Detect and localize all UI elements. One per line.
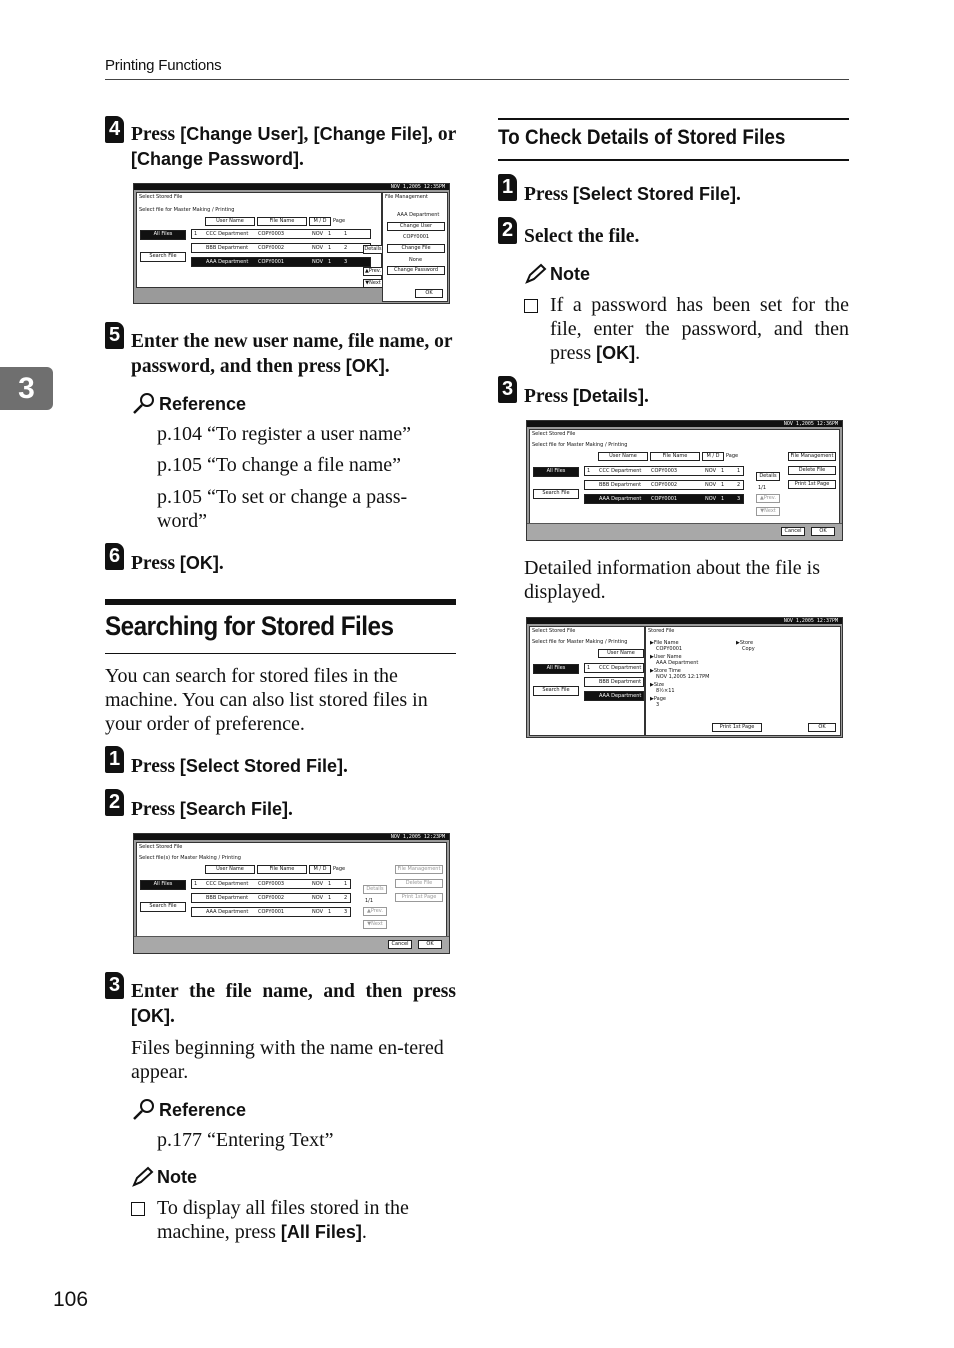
print-first-page-button[interactable]: Print 1st Page <box>395 893 443 902</box>
details-button[interactable]: Details <box>364 246 382 252</box>
file-management-button[interactable]: File Management <box>788 452 836 461</box>
screen-subtitle: Select file for Master Making / Printing <box>532 639 628 645</box>
note-title: Note <box>157 1166 197 1187</box>
reference-item: p.105 “To change a file name” <box>157 454 402 476</box>
key-label: [Search File] <box>179 799 288 819</box>
text-run: . <box>635 342 641 364</box>
clock: NOV 1,2005 12:37PM <box>527 618 842 624</box>
panel-title: Stored File <box>648 628 675 634</box>
sort-date-button[interactable]: M / D <box>309 217 331 226</box>
text-run: Enter the file name, and then press <box>131 981 456 1002</box>
file-management-button[interactable]: File Management <box>395 865 443 874</box>
step-body: Files beginning with the name en-tered appear. <box>131 1037 444 1083</box>
text-run: Press <box>131 124 181 145</box>
step-text <box>131 754 348 779</box>
note-item <box>131 1196 456 1244</box>
text-run: . <box>218 553 224 574</box>
sort-user-name-button[interactable]: User Name <box>205 217 255 226</box>
key-label: [Select Stored File] <box>179 756 343 776</box>
next-button[interactable]: ▼Next <box>363 920 387 929</box>
field-value: COPY0001 <box>656 646 683 652</box>
step-number: 5 <box>105 322 124 349</box>
section-intro: You can search for stored files in the machine. You can also list stored files in your order of preference. <box>105 665 428 735</box>
sort-date-button[interactable]: M / D <box>702 452 724 461</box>
screen-title: Select Stored File <box>532 628 576 634</box>
section-rule <box>105 653 456 654</box>
file-list-panel <box>136 192 382 288</box>
page-indicator: 1/1 <box>758 485 767 491</box>
file-row[interactable]: AAA Department COPY0001 NOV 1 3 <box>191 907 351 917</box>
key-label: [Change Password] <box>131 149 300 169</box>
text-run: Press <box>131 756 180 777</box>
step-number: 2 <box>105 789 124 816</box>
delete-file-button[interactable]: Delete File <box>395 879 443 888</box>
screenshot-file-details <box>526 617 843 738</box>
step-number: 6 <box>105 543 124 570</box>
header-rule <box>105 79 849 80</box>
step-3 <box>498 376 649 409</box>
search-file-button[interactable]: Search File <box>533 489 579 499</box>
clock: NOV 1,2005 12:36PM <box>527 421 842 427</box>
field-value: AAA Department <box>656 660 699 666</box>
print-first-page-button[interactable]: Print 1st Page <box>788 480 836 489</box>
next-button[interactable]: ▼Next <box>756 507 780 516</box>
screen-title: Select Stored File <box>139 194 183 200</box>
step-1 <box>498 174 741 207</box>
step-number: 3 <box>498 376 517 403</box>
current-password: None <box>409 257 423 263</box>
page-number: 106 <box>53 1288 89 1311</box>
reference-item: p.104 “To register a user name” <box>157 423 412 445</box>
file-row[interactable]: BBB Department COPY0002 NOV 1 2 <box>584 480 744 490</box>
key-label: [Select Stored File] <box>572 184 736 204</box>
screenshot-details <box>526 420 843 541</box>
search-file-button[interactable]: Search File <box>533 686 579 696</box>
magnifier-icon <box>131 1098 157 1122</box>
reference-heading <box>131 392 246 416</box>
step-5 <box>105 322 456 379</box>
note-heading <box>524 263 590 285</box>
step-text <box>524 182 741 207</box>
checkbox-bullet-icon <box>131 1202 145 1216</box>
all-files-button[interactable]: All Files <box>140 230 186 240</box>
key-label: [OK] <box>596 343 636 363</box>
checkbox-bullet-icon <box>524 299 538 313</box>
current-file: COPY0001 <box>403 234 430 240</box>
detail-text: Detailed information about the file is displayed. <box>524 557 821 603</box>
file-row[interactable]: 1 CCC Department COPY0003 NOV 1 1 <box>584 466 744 476</box>
step-text <box>131 551 224 576</box>
clock: NOV 1,2005 12:35PM <box>134 184 449 190</box>
footer-bar <box>134 936 449 953</box>
key-label: [Details] <box>572 386 644 406</box>
text-run: , <box>303 124 314 145</box>
sort-file-name-button[interactable]: File Name <box>257 865 307 874</box>
text-run: . <box>361 1221 367 1243</box>
stored-file-detail-panel <box>645 626 841 736</box>
prev-button[interactable]: ▲Prev. <box>363 267 383 276</box>
reference-item: p.177 “Entering Text” <box>157 1129 334 1151</box>
text-run: . <box>643 386 649 407</box>
text-run: . <box>735 184 741 205</box>
text-run: Press <box>131 553 180 574</box>
subsection-bottom-rule <box>498 159 849 161</box>
step-number: 4 <box>105 116 124 143</box>
sort-date-button[interactable]: M / D <box>309 865 331 874</box>
search-file-button[interactable]: Search File <box>140 252 186 262</box>
field-value: 3 <box>656 702 660 708</box>
sort-user-name-button[interactable]: User Name <box>598 649 644 658</box>
sort-user-name-button[interactable]: User Name <box>205 865 255 874</box>
details-button[interactable]: Details <box>756 472 780 481</box>
change-file-button[interactable]: Change File <box>387 244 445 253</box>
footer-bar <box>527 523 842 540</box>
step-3 <box>105 972 456 1029</box>
screen-subtitle: Select file(s) for Master Making / Printing <box>139 855 241 861</box>
running-head: Printing Functions <box>105 57 222 74</box>
screenshot-change-file <box>133 183 450 304</box>
reference-title: Reference <box>159 393 247 414</box>
pencil-icon <box>524 263 548 285</box>
key-label: [Change File] <box>313 124 428 144</box>
step-text <box>131 980 456 1029</box>
all-files-button[interactable]: All Files <box>533 664 579 674</box>
step-number: 1 <box>498 174 517 201</box>
note-text <box>157 1196 456 1244</box>
key-label: [OK] <box>345 356 385 376</box>
step-6 <box>105 543 224 576</box>
reference-heading <box>131 1098 246 1122</box>
magnifier-icon <box>131 392 157 416</box>
section-title: Searching for Stored Files <box>105 611 394 641</box>
step-text <box>131 330 456 379</box>
step-4 <box>105 116 456 172</box>
screen-title: Select Stored File <box>139 844 183 850</box>
chapter-tab: 3 <box>0 367 53 410</box>
next-button[interactable]: ▼Next <box>363 279 383 288</box>
screenshot-search-file <box>133 833 450 954</box>
field-label: ▶Size <box>650 682 665 688</box>
text-run: . <box>287 799 293 820</box>
step-number: 3 <box>105 972 124 999</box>
file-row-selected[interactable]: AAA Department COPY0001 NOV 1 3 <box>584 494 744 504</box>
search-file-button[interactable]: Search File <box>140 902 186 912</box>
note-heading <box>131 1166 197 1188</box>
cancel-button[interactable]: Cancel <box>388 940 412 949</box>
page-header: Page <box>726 453 739 459</box>
field-value: 8½×11 <box>656 688 675 694</box>
step-1 <box>105 746 348 779</box>
key-label: [Change User] <box>180 124 304 144</box>
field-label: ▶User Name <box>650 654 682 660</box>
file-row-selected[interactable]: AAA Department <box>584 691 644 701</box>
file-management-panel <box>382 192 448 302</box>
all-files-button[interactable]: All Files <box>533 467 579 477</box>
section-bar <box>105 599 456 605</box>
prev-button[interactable]: ▲Prev. <box>363 907 387 916</box>
details-button[interactable]: Details <box>363 885 387 894</box>
text-run: . <box>299 149 304 170</box>
note-title: Note <box>550 263 590 284</box>
step-text <box>131 797 293 822</box>
step-2 <box>105 789 293 822</box>
file-row[interactable]: 1 CCC Department COPY0003 NOV 1 1 <box>191 229 371 239</box>
text-run: To display all files stored in the machine, press <box>157 1197 409 1243</box>
file-list-panel <box>136 842 447 938</box>
field-label: ▶Store <box>736 640 754 646</box>
file-row[interactable]: 1 CCC Department <box>584 663 644 673</box>
file-row[interactable]: BBB Department <box>584 677 644 687</box>
screen-subtitle: Select file for Master Making / Printing <box>532 442 628 448</box>
print-first-page-button[interactable]: Print 1st Page <box>712 723 762 732</box>
sort-user-name-button[interactable]: User Name <box>598 452 648 461</box>
delete-file-button[interactable]: Delete File <box>788 466 836 475</box>
note-item <box>524 293 849 365</box>
step-number: 2 <box>498 217 517 244</box>
key-label: [OK] <box>131 1006 170 1026</box>
file-row[interactable]: 1 CCC Department COPY0003 NOV 1 1 <box>191 879 351 889</box>
sort-file-name-button[interactable]: File Name <box>650 452 700 461</box>
pencil-icon <box>131 1166 155 1188</box>
ok-button[interactable]: OK <box>808 723 836 732</box>
step-2 <box>498 217 639 249</box>
step-text: Select the file. <box>524 226 640 247</box>
current-user: AAA Department <box>397 212 440 218</box>
cancel-button[interactable]: Cancel <box>781 527 805 536</box>
text-run: Press <box>524 184 573 205</box>
file-row[interactable]: BBB Department COPY0002 NOV 1 2 <box>191 243 371 253</box>
ok-button[interactable]: OK <box>418 940 442 949</box>
ok-button[interactable]: OK <box>415 289 443 298</box>
file-list-panel <box>529 429 840 525</box>
file-list-panel <box>529 626 645 736</box>
step-text <box>524 384 649 409</box>
file-row[interactable]: BBB Department COPY0002 NOV 1 2 <box>191 893 351 903</box>
key-label: [OK] <box>179 553 219 573</box>
field-label: ▶Page <box>650 696 666 702</box>
text-run: . <box>342 756 348 777</box>
field-value: Copy <box>742 646 755 652</box>
reference-title: Reference <box>159 1099 247 1120</box>
field-label: ▶File Name <box>650 640 679 646</box>
change-user-button[interactable]: Change User <box>387 222 445 231</box>
text-run: Press <box>131 799 180 820</box>
page-indicator: 1/1 <box>365 898 374 904</box>
change-password-button[interactable]: Change Password <box>387 266 445 275</box>
text-run: , or <box>427 124 456 145</box>
text-run: Enter the new user name, file name, or password, and then press <box>131 331 453 377</box>
clock: NOV 1,2005 12:23PM <box>134 834 449 840</box>
subsection-title: To Check Details of Stored Files <box>498 126 786 149</box>
text-run: Press <box>524 386 573 407</box>
field-label: ▶Store Time <box>650 668 681 674</box>
step-number: 1 <box>105 746 124 773</box>
text-run: . <box>170 1006 175 1027</box>
prev-button[interactable]: ▲Prev. <box>756 494 780 503</box>
screen-title: Select Stored File <box>532 431 576 437</box>
file-row-selected[interactable]: AAA Department COPY0001 NOV 1 3 <box>191 257 371 267</box>
note-text <box>550 293 849 365</box>
text-run: . <box>384 356 390 377</box>
text-run: If a password has been set for the file, enter the password, and then press <box>550 294 849 364</box>
sort-file-name-button[interactable]: File Name <box>257 217 307 226</box>
reference-item: p.105 “To set or change a pass-word” <box>157 486 408 532</box>
all-files-button[interactable]: All Files <box>140 880 186 890</box>
field-value: NOV 1,2005 12:17PM <box>656 674 710 680</box>
key-label: [All Files] <box>280 1222 362 1242</box>
screen-subtitle: Select file for Master Making / Printing <box>139 207 235 213</box>
ok-button[interactable]: OK <box>811 527 835 536</box>
panel-title: File Management <box>385 194 428 200</box>
step-text <box>131 122 456 172</box>
subsection-top-rule <box>498 118 849 120</box>
page-header: Page <box>333 866 346 872</box>
page-header: Page <box>333 218 346 224</box>
